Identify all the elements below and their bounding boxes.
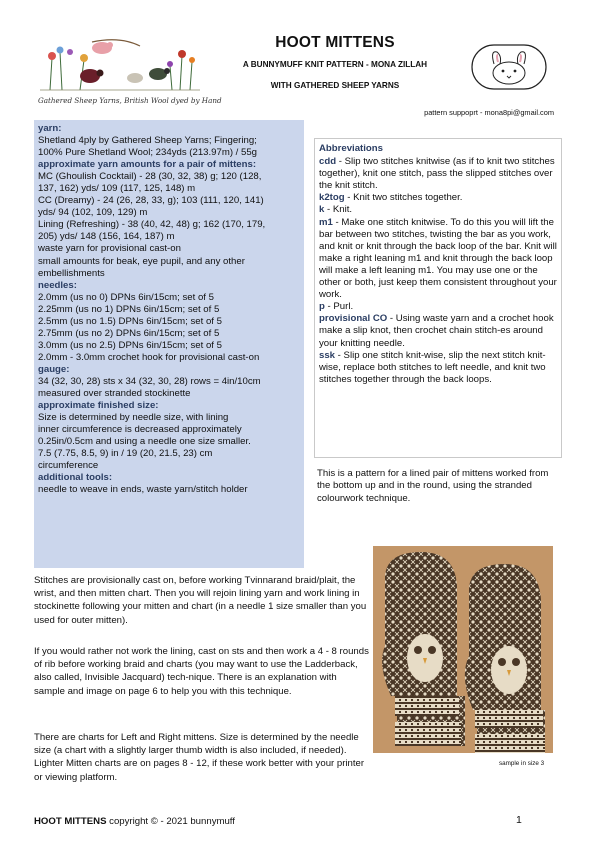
footer-title: HOOT MITTENS [34, 816, 107, 827]
abbreviation-term: ssk [319, 349, 336, 361]
materials-heading: approximate yarn amounts for a pair of mittens: [38, 159, 257, 171]
mittens-photo [373, 546, 553, 753]
paragraph-no-lining: If you would rather not work the lining, cast on sts and then work a 4 - 8 rounds of rib before working braid and charts (you may want to use the Ladderback, also called, Invisible Jacquard) tech-nique. There is an explanation with sample and image on page 6 to help you with this technique. [34, 646, 369, 697]
page-subtitle-yarns: WITH GATHERED SHEEP YARNS [270, 81, 400, 90]
paragraph-construction: Stitches are provisionally cast on, before working Tvinnarand braid/plait, the wrist, and then mitten chart. Then you will rejoin lining yarn and work lining in stockinette following your mitten and chart (in a needle 1 size smaller than you used for outer mitten). [34, 575, 367, 626]
bunny-logo-icon [470, 42, 548, 92]
abbreviation-entry [319, 313, 557, 349]
materials-line: circumference [38, 460, 99, 472]
materials-line: 2.25mm (us no 1) DPNs 6in/15cm; set of 5 [38, 303, 220, 315]
materials-line: 205) yds/ 148 (156, 164, 187) m [38, 231, 175, 243]
materials-line: 100% Pure Shetland Wool; 234yds (213.97m) / 55g [38, 147, 258, 159]
abbreviation-term: cdd [319, 156, 337, 168]
materials-line: 0.25in/0.5cm and using a needle one size smaller. [38, 436, 251, 448]
materials-line: measured over stranded stockinette [38, 388, 191, 400]
abbreviation-term: m1 [319, 216, 333, 228]
pattern-support-email: pattern suppoprt - mona8pi@gmail.com [424, 108, 554, 117]
footer [34, 816, 235, 827]
materials-line: CC (Dreamy) - 24 (26, 28, 33, g); 103 (111, 120, 141) [38, 195, 264, 207]
right-mitten-image [465, 564, 545, 753]
materials-line: Size is determined by needle size, with lining [38, 412, 229, 424]
materials-line: 137, 162) yds/ 109 (117, 125, 148) m [38, 183, 196, 195]
materials-heading: needles: [38, 279, 77, 291]
materials-box [34, 120, 304, 568]
materials-line: needle to weave in ends, waste yarn/stitch holder [38, 484, 248, 496]
paragraph-charts-sizes: There are charts for Left and Right mittens. Size is determined by the needle size (a chart with a slightly larger thumb width is also included, if needed). [34, 732, 359, 757]
footer-copyright: copyright © - 2021 bunnymuff [106, 816, 235, 827]
materials-line: yds/ 94 (102, 109, 129) m [38, 207, 148, 219]
page-title: HOOT MITTENS [275, 34, 395, 51]
abbreviation-definition: - Using waste yarn and a crochet hook make a slip knot, then crochet chain stitch-es around your knitting needle. [319, 313, 554, 349]
abbreviation-term: k2tog [319, 192, 345, 204]
materials-line: embellishments [38, 267, 105, 279]
materials-line: Lining (Refreshing) - 38 (40, 42, 48) g; 162 (170, 179, [38, 219, 266, 231]
abbreviation-entry [319, 204, 557, 216]
materials-line: inner circumference is decreased approximately [38, 424, 242, 436]
sheep-icon [80, 69, 100, 83]
abbreviation-term: p [319, 301, 325, 313]
materials-heading: yarn: [38, 123, 62, 134]
page-subtitle: A BUNNYMUFF KNIT PATTERN - MONA ZILLAH [242, 60, 428, 69]
materials-line: Shetland 4ply by Gathered Sheep Yarns; Fingering; [38, 135, 257, 147]
abbreviation-definition: - Purl. [324, 301, 354, 313]
sheep-icon [127, 73, 143, 83]
materials-line: 34 (32, 30, 28) sts x 34 (32, 30, 28) rows = 4in/10cm [38, 375, 261, 387]
materials-line: 3.0mm (us no 2.5) DPNs 6in/15cm; set of 5 [38, 339, 222, 351]
logo-caption: Gathered Sheep Yarns, British Wool dyed by Hand [38, 96, 222, 105]
abbreviation-entry [319, 301, 557, 313]
page-number: 1 [516, 814, 522, 826]
abbreviation-entry [319, 350, 557, 386]
materials-line: 2.0mm (us no 0) DPNs 6in/15cm; set of 5 [38, 291, 214, 303]
abbreviation-term: provisional CO [319, 313, 388, 325]
abbreviations-title: Abbreviations [319, 143, 383, 154]
materials-line: small amounts for beak, eye pupil, and any other [38, 255, 245, 267]
abbreviation-definition: - Slip two stitches knitwise (as if to knit two stitches together), knit one stitch, pass the slipped stitches over the knit stitch. [319, 156, 555, 192]
abbreviation-term: k [319, 204, 325, 216]
abbreviations-box [314, 138, 562, 458]
paragraph-charts-lighter: Lighter Mitten charts are on pages 8 - 12, if these work better with your printer or viewing platform. [34, 758, 365, 783]
materials-heading: additional tools: [38, 472, 113, 484]
gathered-sheep-logo [40, 38, 200, 92]
abbreviation-definition: - Slip one stitch knit-wise, slip the next stitch knit-wise, replace both stitches to left needle, and knit two stitches together through the back loops. [319, 349, 546, 385]
materials-line: 7.5 (7.75, 8.5, 9) in / 19 (20, 21.5, 23) cm [38, 448, 213, 460]
materials-line: 2.5mm (us no 1.5) DPNs 6in/15cm; set of 5 [38, 315, 222, 327]
materials-line: 2.0mm - 3.0mm crochet hook for provisional cast-on [38, 351, 260, 363]
paragraph-charts [34, 731, 369, 784]
photo-caption: sample in size 3 [499, 760, 545, 767]
abbreviation-definition: - Knit two stitches together. [344, 192, 463, 204]
materials-line: 2.75mm (us no 2) DPNs 6in/15cm; set of 5 [38, 327, 220, 339]
abbreviation-entry [319, 217, 557, 302]
abbreviation-definition: - Make one stitch knitwise. To do this you will lift the bar between two stitches, twisting the bar as you work, and knit or knit through the back loop of the bar. Knit will make a right leaning m1 and knit through the back loop will make a left leaning m1. You may use one or the other or both, just keep them consistent throughout your work. [319, 216, 557, 301]
materials-heading: gauge: [38, 363, 70, 375]
abbreviation-entry [319, 192, 557, 204]
materials-heading: approximate finished size: [38, 400, 159, 412]
abbreviation-definition: - Knit. [324, 204, 353, 216]
intro-text: This is a pattern for a lined pair of mittens worked from the bottom up and in the round, using the stranded colourwork technique. [317, 468, 549, 504]
materials-line: MC (Ghoulish Cocktail) - 28 (30, 32, 38) g; 120 (128, [38, 171, 262, 183]
materials-line: waste yarn for provisional cast-on [38, 243, 181, 255]
abbreviations-list [319, 156, 557, 386]
abbreviation-entry [319, 156, 557, 192]
